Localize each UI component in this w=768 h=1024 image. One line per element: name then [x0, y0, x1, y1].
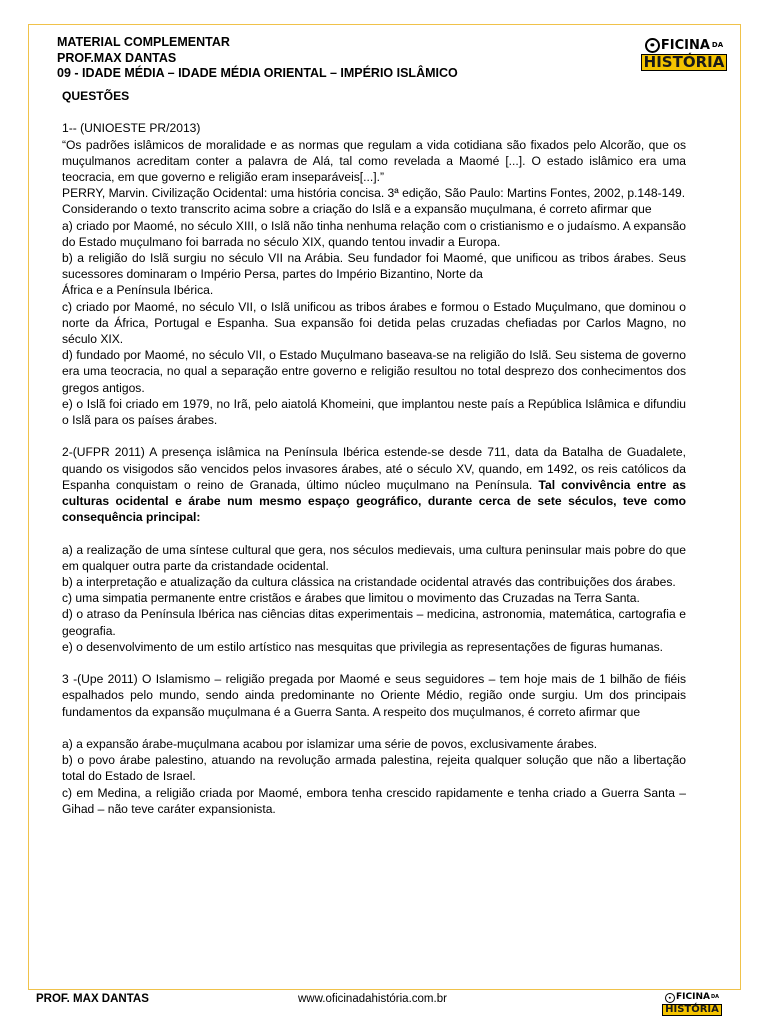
logo-bottom-right	[662, 989, 722, 1019]
q3-option-b: b) o povo árabe palestino, atuando na revolução armada palestina, rejeita qualquer solução que não a libertação total do Estado de Israel.	[62, 753, 686, 784]
document-header	[57, 35, 458, 82]
q1-option-a: a) criado por Maomé, no século XIII, o Islã não tinha nenhuma relação com o cristianismo e o judaísmo. A expansão do Estado muçulmano foi barrada no século XIX, quando tentou invadir a Europa.	[62, 218, 686, 249]
gear-o-icon-small	[665, 993, 675, 1003]
logo-text-da: DA	[711, 40, 724, 49]
q3-option-a: a) a expansão árabe-muçulmana acabou por islamizar uma série de povos, exclusivamente árabes.	[62, 737, 598, 752]
footer-website[interactable]: www.oficinadahistória.com.br	[298, 993, 447, 1005]
q2-option-b: b) a interpretação e atualização da cultura clássica na cristandade ocidental através das contribuições dos árabes.	[62, 575, 676, 590]
q2-intro	[62, 444, 686, 525]
q1-prompt: Considerando o texto transcrito acima sobre a criação do Islã e a expansão muçulmana, é correto afirmar que	[62, 202, 652, 217]
q3-option-c: c) em Medina, a religião criada por Maomé, embora tenha crescido rapidamente e tenha criado a Guerra Santa – Gihad – não teve caráter expansionista.	[62, 785, 686, 816]
header-line-1: MATERIAL COMPLEMENTAR	[57, 35, 230, 49]
q1-citation: PERRY, Marvin. Civilização Ocidental: uma história concisa. 3ª edição, São Paulo: Martins Fontes, 2002, p.148-149.	[62, 186, 686, 201]
main-content	[62, 88, 686, 817]
logo-text-historia: HISTÓRIA	[641, 54, 728, 71]
logo-text-ficina-small: FICINA	[676, 992, 710, 1002]
q2-option-d: d) o atraso da Península Ibérica nas ciências ditas experimentais – medicina, astronomia, matemática, cartografia e geografia.	[62, 607, 686, 638]
q3-intro: 3 -(Upe 2011) O Islamismo – religião pregada por Maomé e seus seguidores – tem hoje mais de 1 bilhão de fiéis espalhados pelo mundo, sendo ainda predominante no Oriente Médio, região onde surgiu. Um dos principais fundamentos da expansão muçulmana é a Guerra Santa. A respeito dos muçulmanos, é correto afirmar que	[62, 672, 686, 719]
logo-text-historia-small: HISTÓRIA	[662, 1004, 722, 1016]
logo-text-da-small: DA	[710, 994, 719, 1000]
q1-option-d: d) fundado por Maomé, no século VII, o Estado Muçulmano baseava-se na religião do Islã. Seu sistema de governo era uma teocracia, no qual a separação entre governo e religião resultou no total desprezo dos conhecimentos dos gregos antigos.	[62, 348, 686, 395]
q1-option-b-cont: África e a Península Ibérica.	[62, 283, 214, 298]
q2-question: Tal convivência entre as culturas ocidental e árabe num mesmo espaço geográfico, durante cerca de sete séculos, teve como consequência principal:	[62, 477, 686, 525]
gear-o-icon	[645, 38, 660, 53]
logo-top-right	[640, 32, 728, 76]
q2-option-c: c) uma simpatia permanente entre cristãos e árabes que limitou o movimento das Cruzadas na Terra Santa.	[62, 591, 640, 606]
q2-option-a: a) a realização de uma síntese cultural que gera, nos séculos medievais, uma cultura peninsular mais pobre do que em qualquer outra parte da cristandade ocidental.	[62, 542, 686, 573]
q1-quote: “Os padrões islâmicos de moralidade e as normas que regulam a vida cotidiana são fixados pelo Alcorão, que os muçulmanos acreditam conter a palavra de Alá, tal como revelada a Maomé [...]. O estado islâmico era uma teocracia, em que governo e religião eram inseparáveis[...].”	[62, 137, 686, 184]
footer-author: PROF. MAX DANTAS	[36, 993, 149, 1005]
header-line-3: 09 - IDADE MÉDIA – IDADE MÉDIA ORIENTAL – IMPÉRIO ISLÂMICO	[57, 66, 458, 80]
q2-intro-text: 2-(UFPR 2011) A presença islâmica na Península Ibérica estende-se desde 711, data da Batalha de Guadalete, quando os visigodos são vencidos pelos invasores árabes, até o século XV, quando, em 1492, os reis católicos da Espanha conquistam o reino de Granada, último núcleo muçulmano na Península.	[62, 445, 686, 492]
q1-option-b: b) a religião do Islã surgiu no século VII na Arábia. Seu fundador foi Maomé, que unificou as tribos árabes. Seus sucessores dominaram o Império Persa, partes do Império Bizantino, Norte da	[62, 251, 686, 282]
logo-text-ficina: FICINA	[660, 37, 710, 53]
q1-source: 1-- (UNIOESTE PR/2013)	[62, 121, 201, 136]
header-line-2: PROF.MAX DANTAS	[57, 50, 177, 65]
q1-option-e: e) o Islã foi criado em 1979, no Irã, pelo aiatolá Khomeini, que implantou neste país a República Islâmica e difundiu o Islã para os países árabes.	[62, 396, 686, 428]
section-title: QUESTÕES	[62, 89, 130, 103]
q2-option-e: e) o desenvolvimento de um estilo artístico nas mesquitas que privilegia as representações de figuras humanas.	[62, 639, 663, 654]
q1-option-c: c) criado por Maomé, no século VII, o Islã unificou as tribos árabes e formou o Estado Muçulmano, que dominou o norte da África, Portugal e Espanha. Sua expansão foi detida pelas cruzadas chefiadas por Carlos Magno, no século XIX.	[62, 299, 686, 347]
